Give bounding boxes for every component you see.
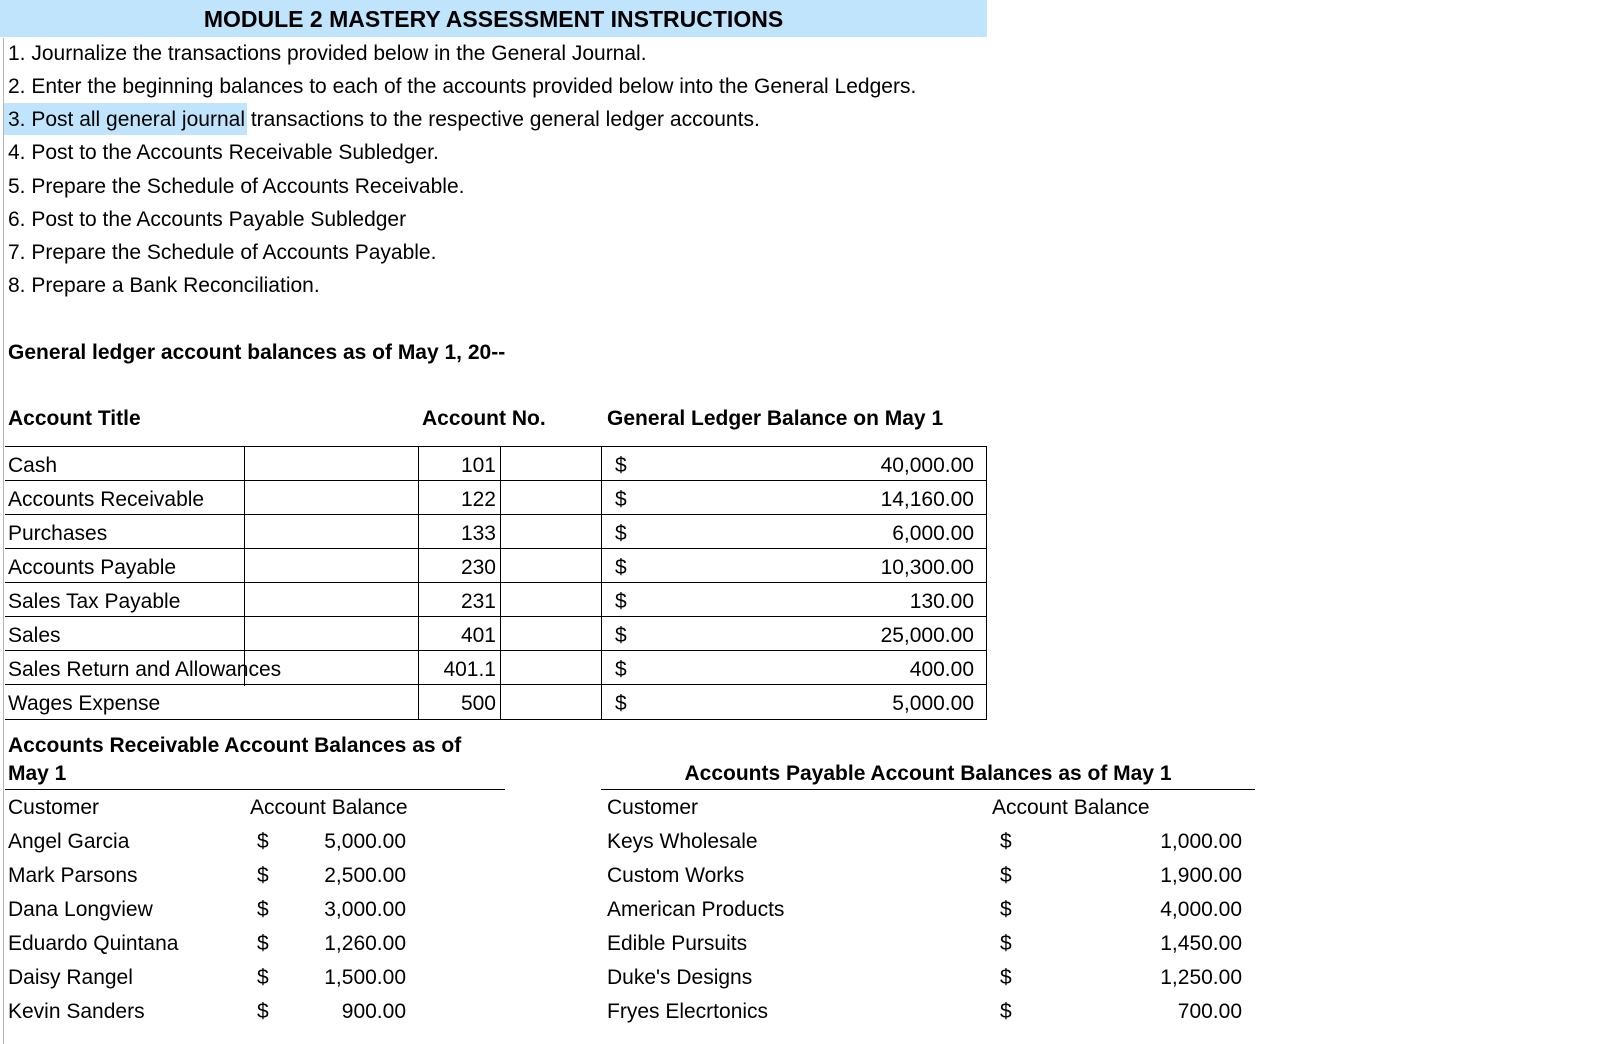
- ar-customer: Angel Garcia: [8, 830, 130, 853]
- ar-currency: $: [257, 932, 269, 955]
- ar-balance: 2,500.00: [324, 864, 406, 887]
- gl-currency: $: [615, 454, 627, 477]
- ap-heading: Accounts Payable Account Balances as of May 1: [684, 762, 1172, 785]
- gl-balance: 400.00: [909, 658, 974, 681]
- ar-header-balance: Account Balance: [250, 796, 408, 819]
- gl-currency: $: [615, 522, 627, 545]
- ar-currency: $: [257, 864, 269, 887]
- gl-account-number: 401: [460, 624, 496, 647]
- gl-balance: 10,300.00: [880, 556, 974, 579]
- instruction-7: 7. Prepare the Schedule of Accounts Payable.: [8, 241, 437, 264]
- instruction-8: 8. Prepare a Bank Reconciliation.: [8, 274, 320, 297]
- gl-header-title: Account Title: [8, 407, 141, 430]
- ar-heading-line1: Accounts Receivable Account Balances as of: [8, 734, 462, 757]
- ap-balance: 4,000.00: [1160, 898, 1242, 921]
- ar-customer: Mark Parsons: [8, 864, 138, 887]
- gl-account-number: 101: [460, 454, 496, 477]
- gl-currency: $: [615, 590, 627, 613]
- gl-rule: [5, 616, 987, 617]
- ap-header-balance: Account Balance: [992, 796, 1150, 819]
- gl-header-balance: General Ledger Balance on May 1: [607, 407, 944, 430]
- gl-rule: [5, 514, 987, 515]
- gl-account-number: 231: [460, 590, 496, 613]
- gl-rule: [5, 719, 987, 720]
- ap-header-customer: Customer: [607, 796, 699, 819]
- gl-rule: [5, 548, 987, 549]
- ap-customer: Fryes Elecrtonics: [607, 1000, 769, 1023]
- gl-account-title: Purchases: [8, 522, 108, 545]
- ar-balance: 1,260.00: [324, 932, 406, 955]
- ar-currency: $: [257, 898, 269, 921]
- gl-balance: 14,160.00: [880, 488, 974, 511]
- gl-currency: $: [615, 658, 627, 681]
- ap-balance: 1,250.00: [1160, 966, 1242, 989]
- gl-balance: 40,000.00: [880, 454, 974, 477]
- gl-currency: $: [615, 624, 627, 647]
- ap-currency: $: [1000, 966, 1012, 989]
- gl-account-title: Accounts Receivable: [8, 488, 205, 511]
- gl-account-title: Accounts Payable: [8, 556, 177, 579]
- ar-balance: 3,000.00: [324, 898, 406, 921]
- ar-balance: 900.00: [341, 1000, 406, 1023]
- gl-account-title: Sales Return and Allowances: [8, 658, 282, 681]
- instruction-5: 5. Prepare the Schedule of Accounts Receivable.: [8, 175, 465, 198]
- ap-customer: Keys Wholesale: [607, 830, 758, 853]
- ap-customer: American Products: [607, 898, 785, 921]
- gl-heading: General ledger account balances as of May 1, 20--: [8, 341, 506, 364]
- ap-customer: Edible Pursuits: [607, 932, 748, 955]
- ap-currency: $: [1000, 1000, 1012, 1023]
- gl-balance: 5,000.00: [892, 692, 974, 715]
- ar-customer: Dana Longview: [8, 898, 153, 921]
- ap-customer: Custom Works: [607, 864, 745, 887]
- instruction-4: 4. Post to the Accounts Receivable Subledger.: [8, 141, 439, 164]
- gl-account-title: Cash: [8, 454, 58, 477]
- ap-currency: $: [1000, 830, 1012, 853]
- ar-balance: 1,500.00: [324, 966, 406, 989]
- gl-currency: $: [615, 556, 627, 579]
- instruction-6: 6. Post to the Accounts Payable Subledger: [8, 208, 407, 231]
- gl-account-number: 133: [460, 522, 496, 545]
- ap-balance: 1,000.00: [1160, 830, 1242, 853]
- ar-customer: Eduardo Quintana: [8, 932, 179, 955]
- gl-account-number: 122: [460, 488, 496, 511]
- instruction-3: 3. Post all general journal transactions to the respective general ledger accounts.: [8, 108, 760, 131]
- gl-rule: [5, 480, 987, 481]
- gl-balance: 130.00: [909, 590, 974, 613]
- ar-header-customer: Customer: [8, 796, 100, 819]
- gl-account-number: 230: [460, 556, 496, 579]
- gl-currency: $: [615, 488, 627, 511]
- ar-balance: 5,000.00: [324, 830, 406, 853]
- gl-balance: 6,000.00: [892, 522, 974, 545]
- ap-currency: $: [1000, 932, 1012, 955]
- gl-account-number: 500: [460, 692, 496, 715]
- gl-header-number: Account No.: [422, 407, 546, 430]
- gl-account-title: Sales: [8, 624, 61, 647]
- gl-col-rule: [500, 446, 501, 720]
- ap-balance: 1,450.00: [1160, 932, 1242, 955]
- page-title: MODULE 2 MASTERY ASSESSMENT INSTRUCTIONS: [203, 6, 784, 32]
- ap-balance: 1,900.00: [1160, 864, 1242, 887]
- gl-currency: $: [615, 692, 627, 715]
- gl-col-rule: [986, 446, 987, 720]
- gl-rule: [5, 650, 987, 651]
- gl-balance: 25,000.00: [880, 624, 974, 647]
- gl-account-title: Sales Tax Payable: [8, 590, 181, 613]
- gl-col-rule: [601, 446, 602, 720]
- gl-rule: [5, 446, 987, 447]
- gl-account-number: 401.1: [443, 658, 496, 681]
- ar-customer: Daisy Rangel: [8, 966, 133, 989]
- ap-currency: $: [1000, 898, 1012, 921]
- ar-currency: $: [257, 966, 269, 989]
- ap-heading-rule: [601, 789, 1255, 790]
- instruction-2: 2. Enter the beginning balances to each of the accounts provided below into the General Ledgers.: [8, 75, 917, 98]
- ap-currency: $: [1000, 864, 1012, 887]
- ap-customer: Duke's Designs: [607, 966, 753, 989]
- gl-col-rule: [244, 446, 245, 686]
- ar-currency: $: [257, 830, 269, 853]
- gl-rule: [5, 582, 987, 583]
- ar-customer: Kevin Sanders: [8, 1000, 145, 1023]
- gl-account-title: Wages Expense: [8, 692, 161, 715]
- ar-heading-line2: May 1: [8, 762, 67, 785]
- instruction-1: 1. Journalize the transactions provided below in the General Journal.: [8, 42, 647, 65]
- ar-heading-rule: [5, 789, 505, 790]
- ap-balance: 700.00: [1177, 1000, 1242, 1023]
- gl-rule: [5, 684, 987, 685]
- ar-currency: $: [257, 1000, 269, 1023]
- sheet-left-border: [3, 38, 4, 1044]
